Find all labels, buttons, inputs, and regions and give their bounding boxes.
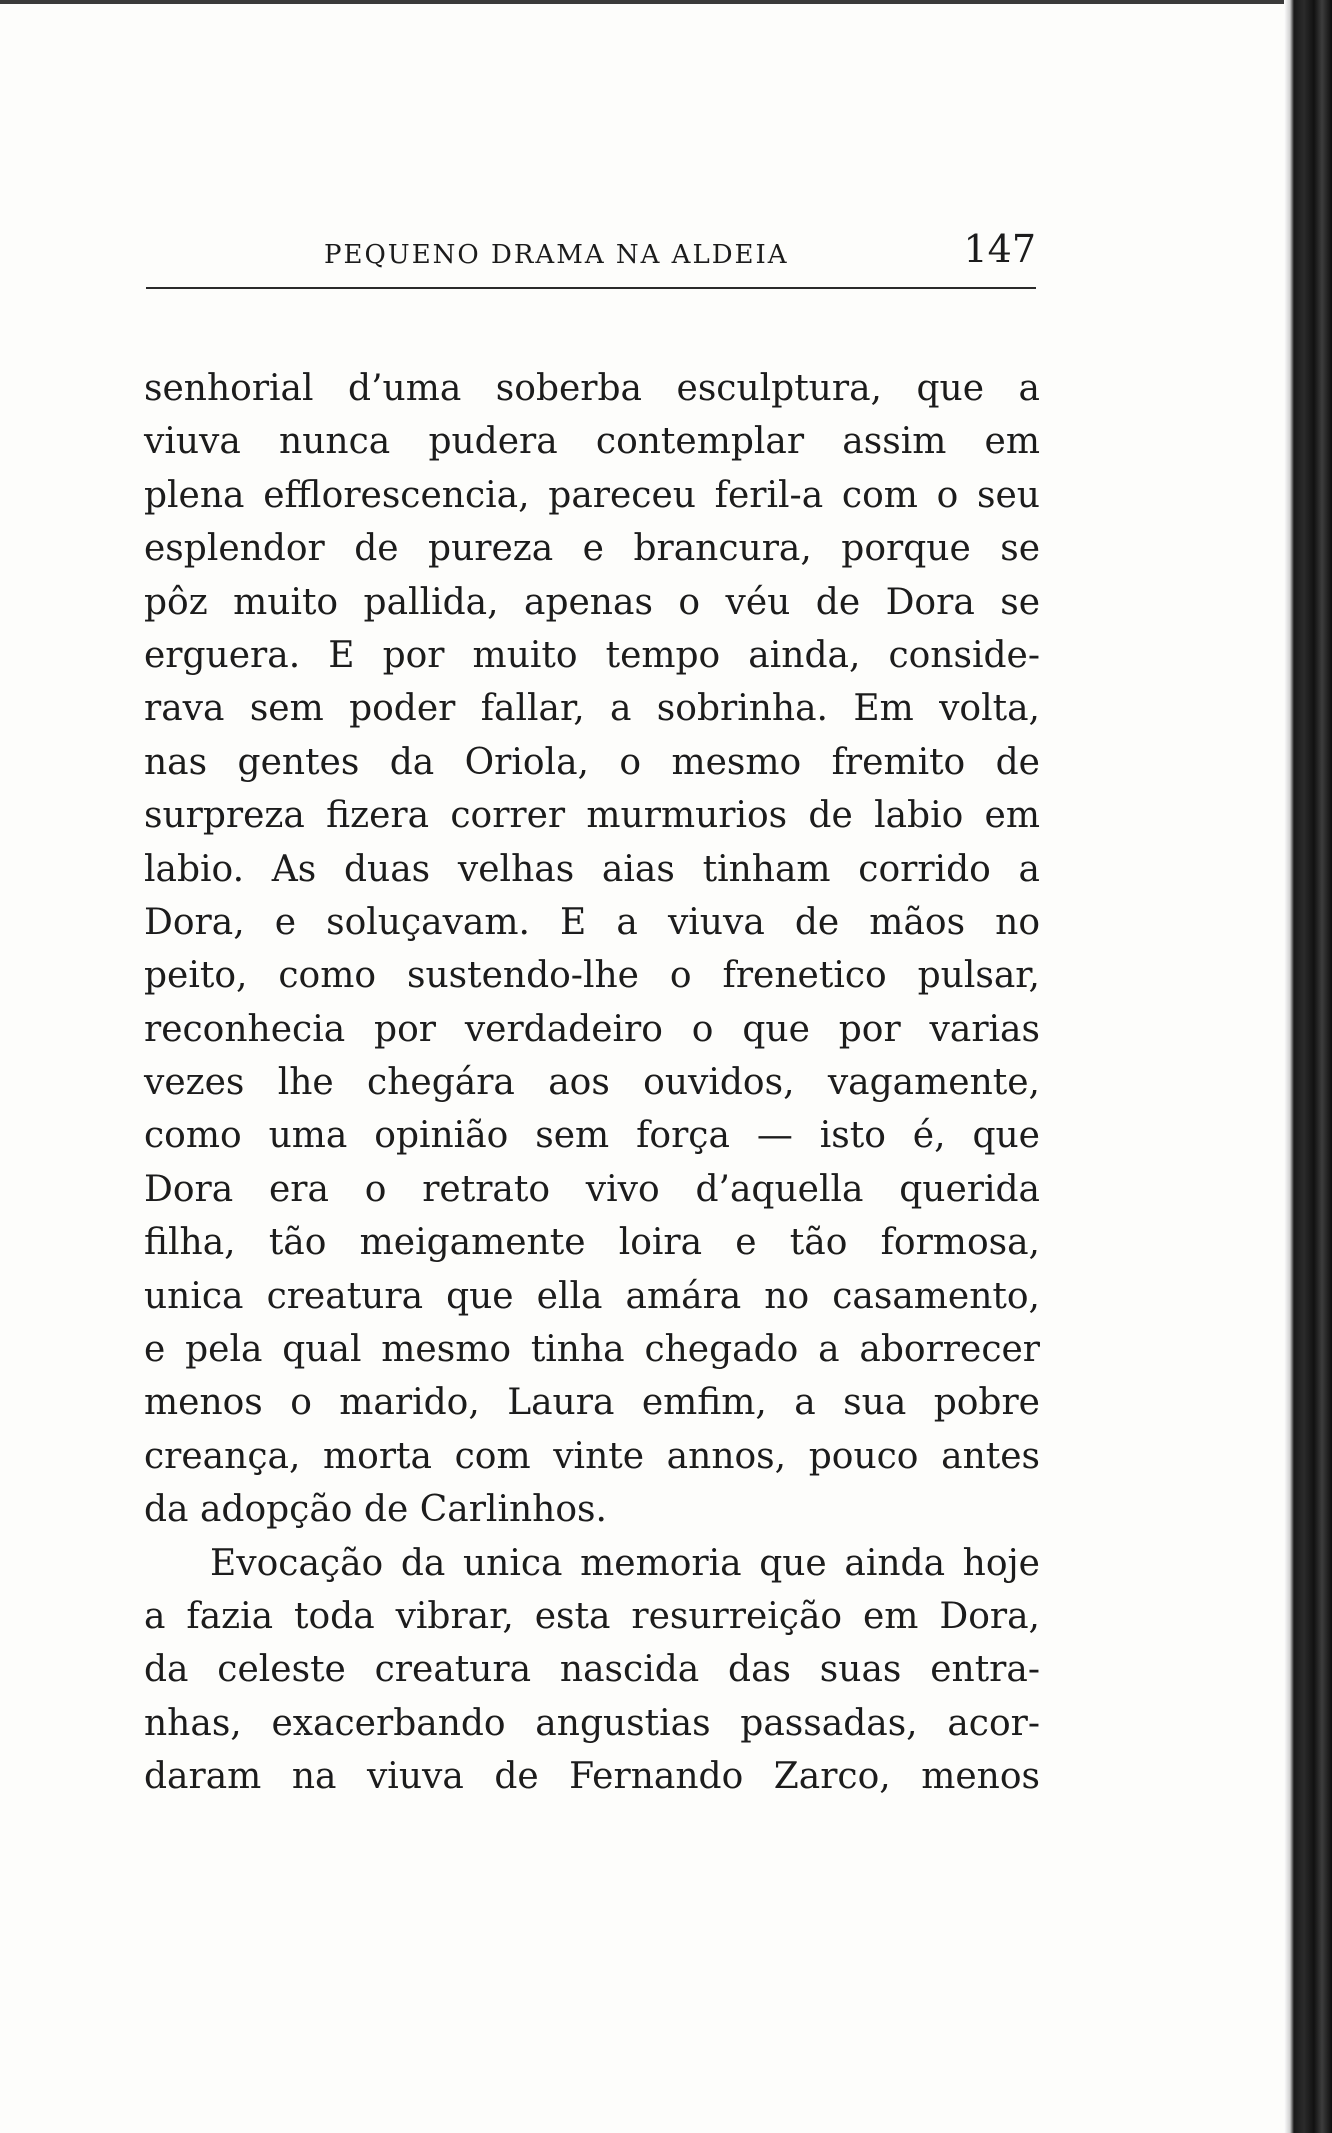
page-top-edge (0, 0, 1332, 4)
paragraph (144, 1537, 1040, 1804)
text-line: Dora era o retrato vivo d’aquella querida (144, 1168, 1040, 1210)
text-line: Evocação da unica memoria que ainda hoje (210, 1542, 1040, 1584)
text-line: erguera. E por muito tempo ainda, conside- (144, 634, 1040, 676)
text-line: peito, como sustendo-lhe o frenetico pulsar, (144, 955, 1040, 997)
header-rule (146, 287, 1036, 289)
text-line: reconhecia por verdadeiro o que por varias (144, 1008, 1040, 1050)
text-line: Dora, e soluçavam. E a viuva de mãos no (144, 901, 1040, 943)
text-line: nas gentes da Oriola, o mesmo fremito de (144, 741, 1040, 783)
text-line: unica creatura que ella amára no casamento, (144, 1275, 1040, 1317)
text-line: pôz muito pallida, apenas o véu de Dora se (144, 581, 1040, 623)
body-text (144, 362, 1040, 1804)
text-line: da adopção de Carlinhos. (144, 1489, 607, 1531)
book-binding-edge (1284, 0, 1332, 2133)
text-line: daram na viuva de Fernando Zarco, menos (144, 1756, 1040, 1798)
text-line: rava sem poder fallar, a sobrinha. Em volta, (144, 688, 1040, 730)
text-line: menos o marido, Laura emfim, a sua pobre (144, 1382, 1040, 1424)
text-line: filha, tão meigamente loira e tão formosa, (144, 1222, 1040, 1264)
text-line: labio. As duas velhas aias tinham corrido a (144, 848, 1040, 890)
text-line: e pela qual mesmo tinha chegado a aborrecer (144, 1329, 1040, 1371)
running-title: PEQUENO DRAMA NA ALDEIA (324, 240, 789, 270)
text-line: como uma opinião sem força — isto é, que (144, 1115, 1040, 1157)
text-line: da celeste creatura nascida das suas entra- (144, 1649, 1040, 1691)
text-line: plena efflorescencia, pareceu feril-a com o seu (144, 474, 1040, 516)
text-line: nhas, exacerbando angustias passadas, acor- (144, 1702, 1040, 1744)
page-number: 147 (963, 227, 1036, 271)
text-line: vezes lhe chegára aos ouvidos, vagamente, (144, 1062, 1040, 1104)
text-line: creança, morta com vinte annos, pouco antes (144, 1435, 1040, 1477)
text-line: surpreza fizera correr murmurios de labio em (144, 795, 1040, 837)
text-line: a fazia toda vibrar, esta resurreição em Dora, (144, 1595, 1040, 1637)
text-line: senhorial d’uma soberba esculptura, que a (144, 368, 1040, 409)
page-header (146, 225, 1036, 285)
text-line: esplendor de pureza e brancura, porque se (144, 528, 1040, 570)
text-line: viuva nunca pudera contemplar assim em (144, 421, 1040, 463)
paragraph (144, 362, 1040, 1537)
